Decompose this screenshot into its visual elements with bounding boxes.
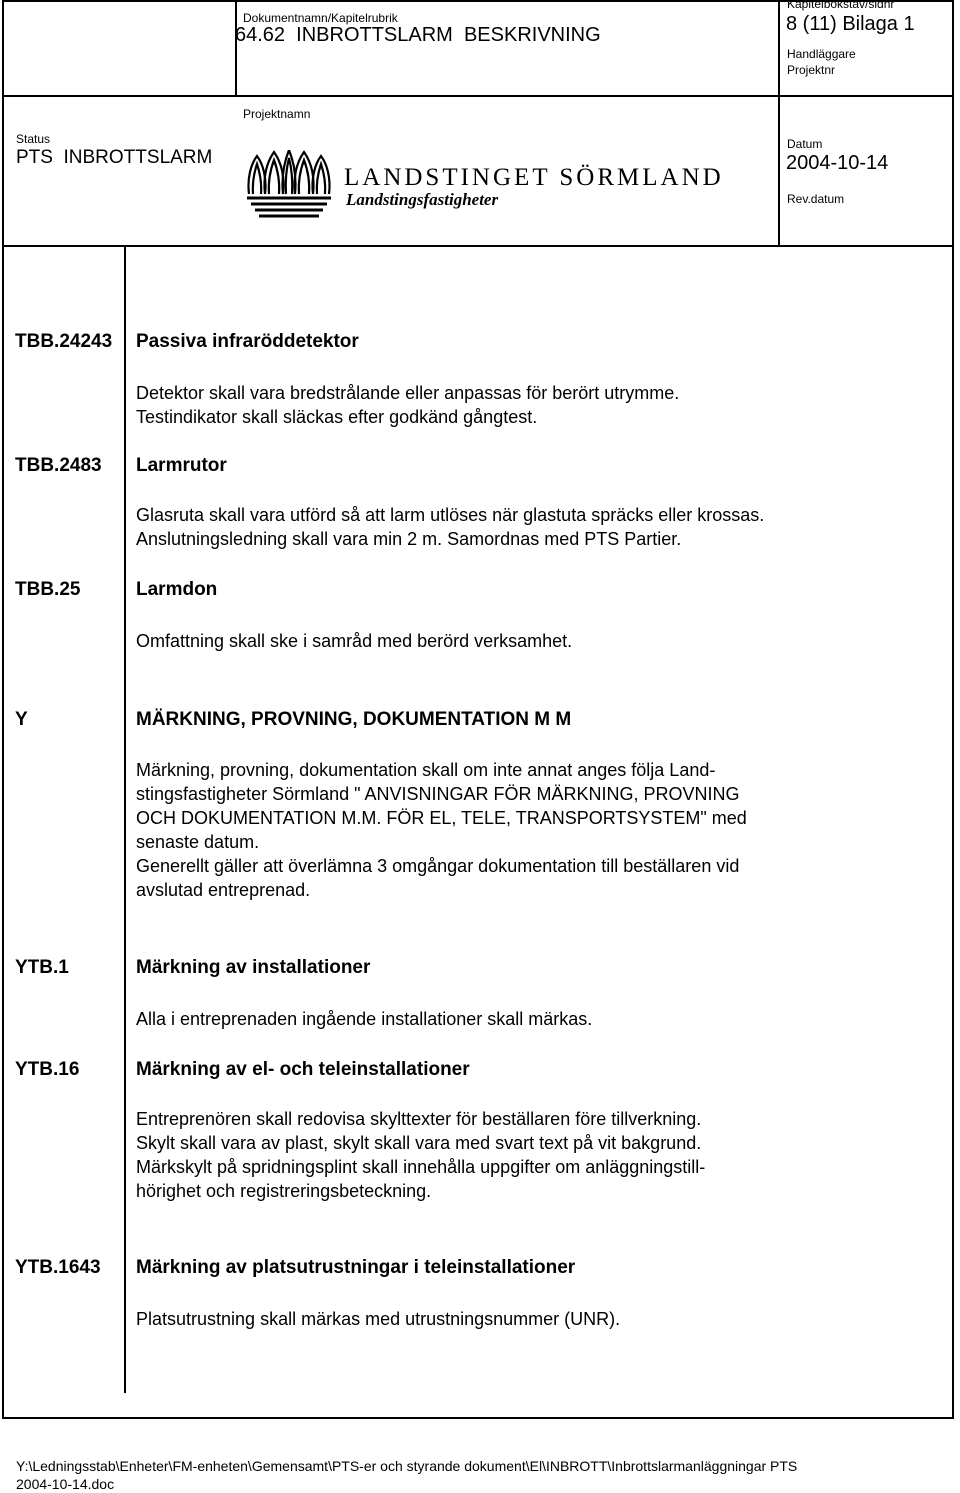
section-code: TBB.25 — [15, 579, 81, 600]
section-heading: Larmdon — [136, 579, 218, 600]
section-heading: Märkning av installationer — [136, 957, 371, 978]
crown-logo-icon — [243, 150, 335, 220]
section-heading: Larmrutor — [136, 455, 227, 476]
section-text: Alla i entreprenaden ingående installationer skall märkas. — [136, 1009, 593, 1029]
page-label: Kapitelbokstav/sidnr — [787, 0, 895, 11]
header-divider-top — [235, 0, 237, 96]
status-label: Status — [16, 132, 51, 146]
section-text: Platsutrustning skall märkas med utrustningsnummer (UNR). — [136, 1309, 621, 1329]
section-heading: Passiva infraröddetektor — [136, 331, 359, 352]
file-path-footer: Y:\Ledningsstab\Enheter\FM-enheten\Gemensamt\PTS-er och styrande dokument\El\INBROTT\Inbrottslarmanläggningar PTS 2004-10-14.doc — [16, 1458, 798, 1492]
logo-subtitle: Landstingsfastigheter — [346, 190, 499, 209]
page-number: 8 (11) Bilaga 1 — [786, 13, 915, 35]
section-text: Entreprenören skall redovisa skylttexter för beställaren före tillverkning. Skylt skall vara av plast, skylt skall vara med svart text på vit bakgrund. Märkskylt på spridningsplint skall innehålla uppgifter om anläggningstill- hörighet och registreringsbeteckning. — [136, 1109, 706, 1201]
section-text: Märkning, provning, dokumentation skall om inte annat anges följa Land- stingsfastigheter Sörmland " ANVISNINGAR FÖR MÄRKNING, PROVNING OCH DOKUMENTATION M.M. FÖR EL, TELE, TRANSPORTSYSTEM" med senaste datum. Generellt gäller att överlämna 3 omgångar dokumentation till beställaren vid avslutad entreprenad. — [136, 760, 747, 900]
date-label: Datum — [787, 137, 823, 151]
header-divider-right — [778, 0, 780, 246]
doc-label: Dokumentnamn/Kapitelrubrik — [243, 11, 398, 25]
section-heading: MÄRKNING, PROVNING, DOKUMENTATION M M — [136, 709, 572, 730]
section-text: Detektor skall vara bredstrålande eller anpassas för berört utrymme. Testindikator skall släckas efter godkänd gångtest. — [136, 383, 680, 427]
section-heading: Märkning av platsutrustningar i teleinstallationer — [136, 1257, 576, 1278]
section-code: YTB.1 — [15, 957, 69, 978]
section-text: Glasruta skall vara utförd så att larm utlöses när glastuta spräcks eller krossas. Anslutningsledning skall vara min 2 m. Samordnas med PTS Partier. — [136, 505, 765, 549]
section-code: YTB.16 — [15, 1059, 80, 1080]
section-heading: Märkning av el- och teleinstallationer — [136, 1059, 470, 1080]
status-value: PTS INBROTTSLARM — [16, 147, 213, 168]
section-text: Omfattning skall ske i samråd med berörd verksamhet. — [136, 631, 573, 651]
header-hline-1 — [2, 95, 954, 97]
header-hline-2 — [2, 245, 954, 247]
handler-label: Handläggare — [787, 47, 856, 61]
section-code: YTB.1643 — [15, 1257, 101, 1278]
section-code: TBB.2483 — [15, 455, 102, 476]
logo-title: LANDSTINGET SÖRMLAND — [344, 164, 724, 191]
project-name-label: Projektnamn — [243, 107, 311, 121]
margin-rule — [124, 246, 126, 1393]
date-value: 2004-10-14 — [786, 152, 889, 174]
doc-title: 64.62 INBROTTSLARM BESKRIVNING — [235, 24, 601, 46]
rev-date-label: Rev.datum — [787, 192, 845, 206]
section-code: TBB.24243 — [15, 331, 113, 352]
project-no-label: Projektnr — [787, 63, 836, 77]
section-code: Y — [15, 709, 28, 730]
